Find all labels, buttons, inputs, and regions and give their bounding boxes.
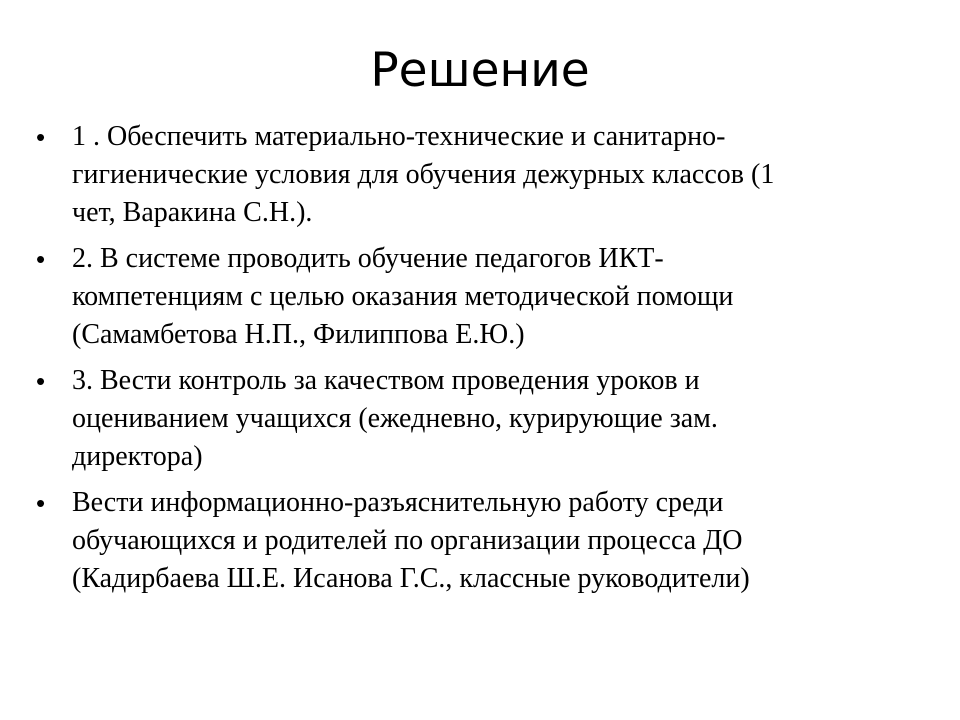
bullet-line: Вести информационно-разъяснительную работу среди (72, 487, 724, 518)
bullet-icon: • (36, 488, 46, 518)
slide-title: Решение (370, 43, 590, 98)
bullet-line: гигиенические условия для обучения дежурных классов (1 (72, 159, 775, 190)
bullet-line: 3. Вести контроль за качеством проведения уроков и (72, 365, 700, 396)
bullet-item-3 (32, 362, 932, 476)
bullet-line: (Самамбетова Н.П., Филиппова Е.Ю.) (72, 319, 525, 350)
bullet-line: 2. В системе проводить обучение педагогов ИКТ- (72, 243, 664, 274)
bullet-line: (Кадирбаева Ш.Е. Исанова Г.С., классные руководители) (72, 563, 750, 594)
bullet-item-1 (32, 118, 932, 232)
bullet-icon: • (36, 366, 46, 396)
bullet-line: обучающихся и родителей по организации процесса ДО (72, 525, 743, 556)
bullet-line: 1 . Обеспечить материально-технические и санитарно- (72, 121, 726, 152)
bullet-icon: • (36, 244, 46, 274)
bullet-line: директора) (72, 441, 203, 472)
bullet-line: компетенциям с целью оказания методической помощи (72, 281, 734, 312)
bullet-line: чет, Варакина С.Н.). (72, 197, 313, 228)
bullet-line: оцениванием учащихся (ежедневно, курирующие зам. (72, 403, 718, 434)
bullet-list (32, 118, 932, 606)
bullet-icon: • (36, 122, 46, 152)
bullet-item-4 (32, 484, 932, 598)
bullet-item-2 (32, 240, 932, 354)
